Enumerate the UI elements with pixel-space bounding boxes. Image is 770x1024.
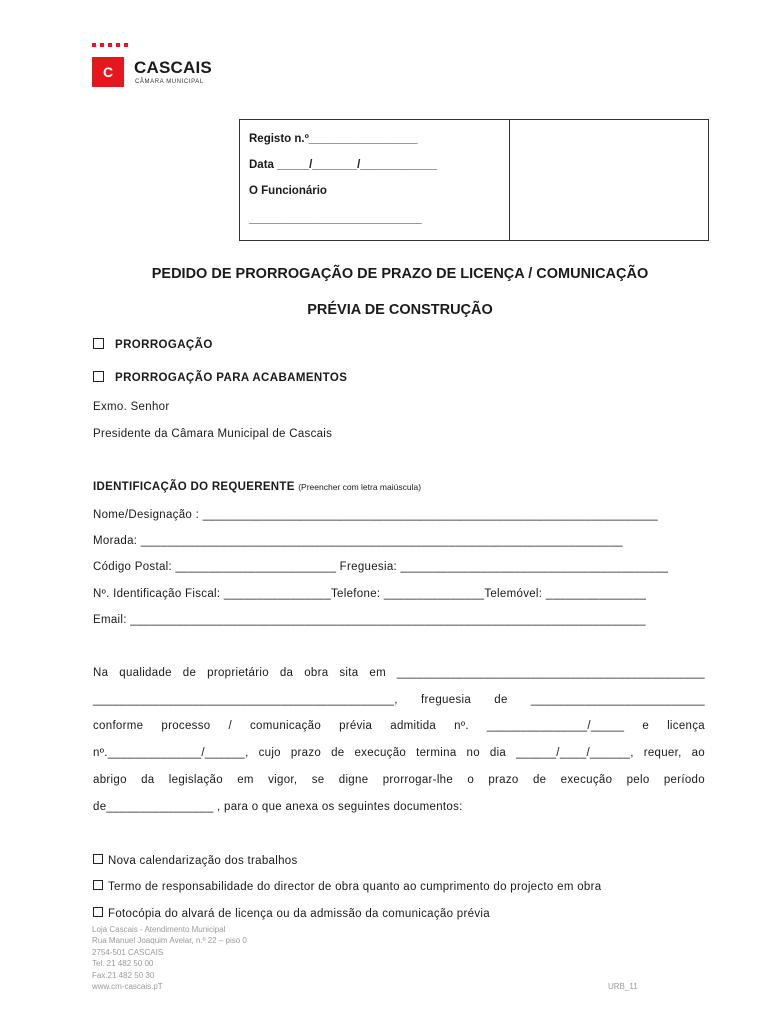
checkbox-icon[interactable] — [93, 854, 103, 864]
nif-telefone-field[interactable]: Nº. Identificação Fiscal: ________________Telefone: _______________Telemóvel: _______________ — [93, 588, 647, 600]
option-prorrogacao[interactable] — [93, 338, 213, 351]
footer-website-link[interactable]: www.cm-cascais.pT — [92, 982, 163, 992]
doc-item-label: Fotocópia do alvará de licença ou da admissão da comunicação prévia — [108, 908, 490, 920]
option-prorrogacao-acabamentos[interactable] — [93, 371, 347, 384]
word: legislação — [168, 774, 223, 786]
licenca-blank[interactable]: nº.______________/______, — [93, 747, 249, 759]
word: processo — [161, 720, 211, 732]
footer-line: Loja Cascais - Atendimento Municipal — [92, 925, 226, 934]
word: dia — [489, 747, 507, 759]
word: / — [228, 720, 232, 732]
word: freguesia — [421, 694, 472, 706]
word: comunicação — [250, 720, 322, 732]
logo-mark: C — [92, 57, 124, 87]
word: de — [331, 747, 345, 759]
word: execução — [354, 747, 407, 759]
word: requer, — [643, 747, 682, 759]
funcionario-signature-line[interactable]: ___________________________ — [249, 213, 422, 225]
processo-blank[interactable]: _______________/_____ — [486, 720, 625, 732]
option-label: PRORROGAÇÃO PARA ACABAMENTOS — [115, 372, 348, 384]
qualidade-line-2[interactable] — [93, 694, 705, 706]
footer-line: Tel. 21 482 50 00 — [92, 959, 154, 969]
section-note: (Preencher com letra maiúscula) — [298, 482, 422, 492]
word: da — [141, 774, 155, 786]
registo-field[interactable]: Registo n.º_________________ — [249, 133, 418, 145]
word: em — [237, 774, 254, 786]
word: de — [494, 694, 508, 706]
doc-item-termo[interactable] — [93, 880, 601, 893]
codigo-freguesia-field[interactable]: Código Postal: ________________________ Freguesia: ________________________________________ — [93, 561, 669, 573]
page-title-line-2: PRÉVIA DE CONSTRUÇÃO — [307, 302, 493, 318]
data-field[interactable]: Data _____/_______/____________ — [249, 159, 438, 171]
date-blank[interactable]: ______/____/______, — [516, 747, 634, 759]
freguesia-blank[interactable]: __________________________ — [530, 694, 705, 706]
funcionario-label: O Funcionário — [249, 185, 327, 197]
word: e — [642, 720, 650, 732]
word: da — [279, 667, 294, 679]
qualidade-line-3[interactable] — [93, 720, 705, 732]
word: sita — [339, 667, 359, 679]
salutation-line-2: Presidente da Câmara Municipal de Cascais — [93, 428, 333, 440]
word: se — [311, 774, 325, 786]
doc-item-alvara[interactable] — [93, 907, 490, 920]
word: conforme — [93, 720, 144, 732]
morada-field[interactable]: Morada: ________________________________________________________________________ — [93, 535, 623, 547]
word: pelo — [626, 774, 650, 786]
obra-address-blank-2[interactable]: _____________________________________________, — [93, 694, 398, 706]
checkbox-icon[interactable] — [93, 907, 103, 917]
doc-item-calendarizacao[interactable] — [93, 854, 298, 867]
word: execução — [560, 774, 613, 786]
word: ao — [691, 747, 705, 759]
qualidade-line-1[interactable] — [93, 667, 705, 679]
nome-field[interactable]: Nome/Designação : ____________________________________________________________________ — [93, 509, 658, 521]
word: de — [182, 667, 197, 679]
option-label: PRORROGAÇÃO — [115, 339, 213, 351]
word: obra — [304, 667, 329, 679]
checkbox-icon[interactable] — [93, 371, 104, 382]
word: prorrogar-lhe — [382, 774, 454, 786]
qualidade-line-4[interactable] — [93, 747, 705, 759]
checkbox-icon[interactable] — [93, 338, 104, 349]
logo-name: CASCAIS — [134, 58, 212, 77]
footer-line: 2754-501 CASCAIS — [92, 947, 164, 957]
footer-address — [92, 924, 247, 992]
word: Na — [93, 667, 109, 679]
word: proprietário — [207, 667, 269, 679]
footer-line: Fax.21 482 50 30 — [92, 970, 155, 980]
word: admitida — [390, 720, 437, 732]
word: licença — [667, 720, 705, 732]
word: em — [369, 667, 386, 679]
doc-item-label: Termo de responsabilidade do director de obra quanto ao cumprimento do projecto em obra — [108, 881, 602, 893]
word: prazo — [290, 747, 322, 759]
obra-address-blank[interactable]: ______________________________________________ — [396, 667, 705, 679]
document-code: URB_11 — [608, 982, 638, 991]
doc-item-label: Nova calendarização dos trabalhos — [108, 855, 298, 867]
section-heading-identificacao — [93, 481, 421, 493]
word: digne — [338, 774, 369, 786]
word: prazo — [488, 774, 519, 786]
word: o — [467, 774, 475, 786]
word: abrigo — [93, 774, 127, 786]
qualidade-line-6[interactable]: de________________ , para o que anexa os seguintes documentos: — [93, 801, 463, 813]
word: de — [532, 774, 547, 786]
stamp-box — [508, 119, 709, 241]
page-title-line-1: PEDIDO DE PRORROGAÇÃO DE PRAZO DE LICENÇA / COMUNICAÇÃO — [151, 266, 649, 282]
qualidade-line-5 — [93, 774, 705, 786]
section-heading: IDENTIFICAÇÃO DO REQUERENTE — [93, 481, 295, 493]
word: nº. — [454, 720, 469, 732]
word: vigor, — [268, 774, 298, 786]
logo-subtitle: CÂMARA MUNICIPAL — [135, 79, 204, 85]
word: qualidade — [119, 667, 172, 679]
word: termina — [416, 747, 457, 759]
word: no — [466, 747, 480, 759]
checkbox-icon[interactable] — [93, 880, 103, 890]
email-field[interactable]: Email: _____________________________________________________________________________ — [93, 614, 646, 626]
word: cujo — [258, 747, 281, 759]
word: prévia — [339, 720, 373, 732]
salutation-line-1: Exmo. Senhor — [93, 401, 170, 413]
footer-line: Rua Manuel Joaquim Avelar, n.º 22 – piso 0 — [92, 936, 247, 946]
word: período — [663, 774, 705, 786]
logo-dots — [92, 43, 128, 48]
